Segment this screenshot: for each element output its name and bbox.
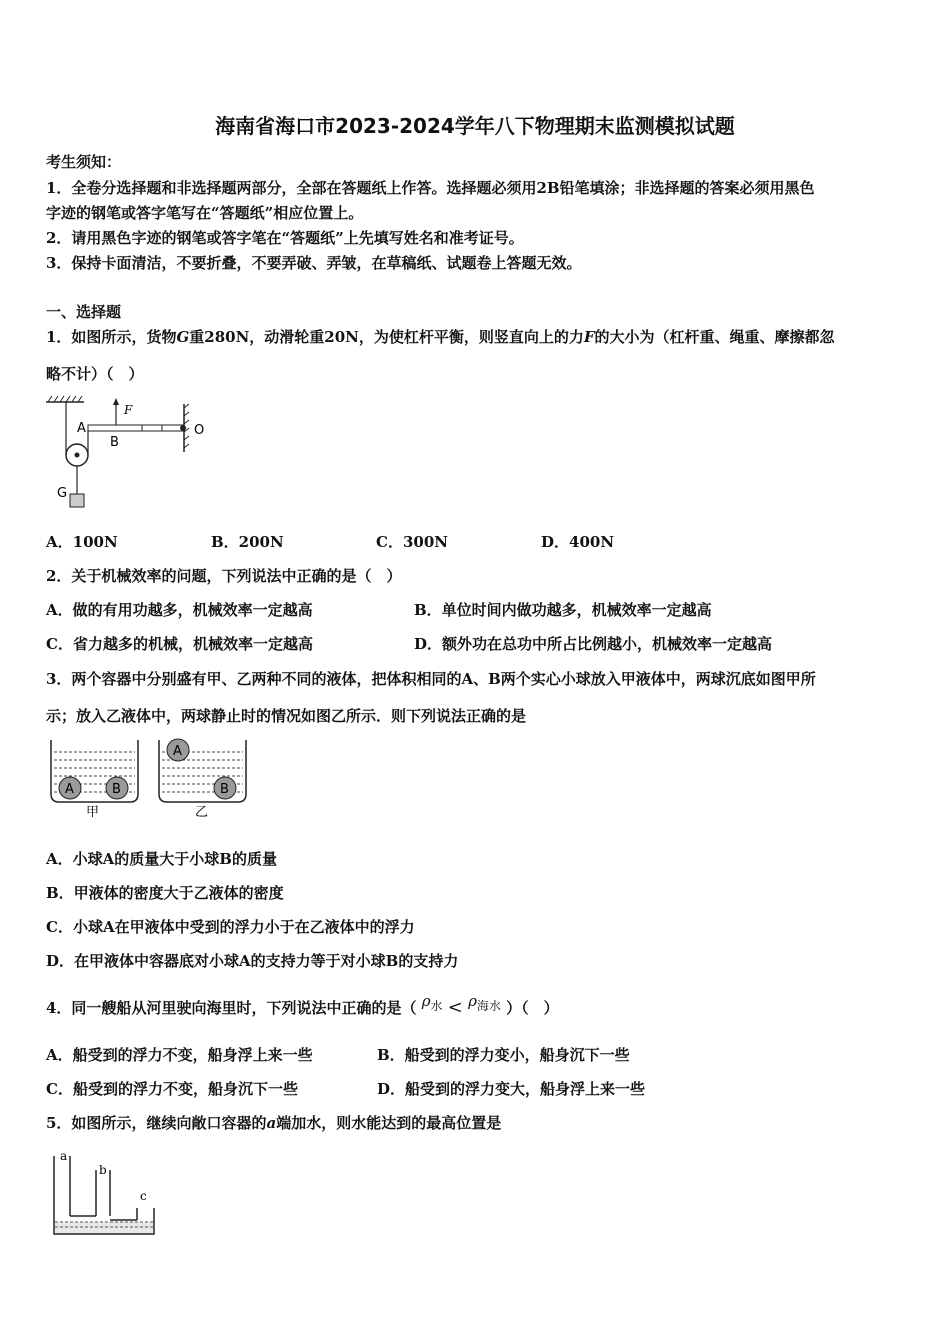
- rho-symbol: ρ: [421, 992, 431, 1010]
- notice-line-1: 1．全卷分选择题和非选择题两部分，全部在答题纸上作答。选择题必须用2B铅笔填涂；非选择题的答案必须用黑色: [46, 179, 815, 197]
- rho-sub-water: 水: [430, 999, 443, 1013]
- q1-text-c: 的大小为（杠杆重、绳重、摩擦都忽: [594, 328, 835, 346]
- section-heading: 一、选择题: [46, 303, 122, 321]
- label-jia: 甲: [86, 805, 100, 820]
- q1-option-b[interactable]: B．200N: [211, 533, 284, 551]
- q5-stem: [46, 1113, 501, 1133]
- q4-stem-end: ）（ ）: [506, 999, 559, 1017]
- q4-stem: [46, 992, 559, 1019]
- ball-b-label: B: [112, 782, 121, 797]
- ball-a-label-yi: A: [173, 744, 182, 759]
- label-yi: 乙: [195, 805, 209, 820]
- fig-label-b: B: [110, 435, 119, 450]
- lever-bar: [88, 425, 183, 431]
- q1-option-c[interactable]: C．300N: [376, 533, 448, 551]
- notice-line-4: 3．保持卡面清洁，不要折叠，不要弄破、弄皱，在草稿纸、试题卷上答题无效。: [46, 254, 582, 272]
- q3-option-c[interactable]: C．小球A在甲液体中受到的浮力小于在乙液体中的浮力: [46, 918, 415, 936]
- q4-option-b[interactable]: B．船受到的浮力变小，船身沉下一些: [377, 1046, 630, 1064]
- q2-stem: 2．关于机械效率的问题，下列说法中正确的是（ ）: [46, 567, 402, 585]
- container-yi: [159, 739, 246, 820]
- label-b: b: [99, 1163, 107, 1177]
- q1-option-d[interactable]: D．400N: [541, 533, 615, 551]
- q2-option-c[interactable]: C．省力越多的机械，机械效率一定越高: [46, 635, 313, 653]
- q5-text-a: 5．如图所示，继续向敞口容器的: [46, 1114, 267, 1132]
- ball-a-label: A: [65, 782, 74, 797]
- q2-option-a[interactable]: A．做的有用功越多，机械效率一定越高: [46, 601, 313, 619]
- q1-lever-pulley-figure: [44, 394, 214, 514]
- q3-option-d[interactable]: D．在甲液体中容器底对小球A的支持力等于对小球B的支持力: [46, 952, 459, 970]
- label-a: a: [60, 1149, 68, 1163]
- notice-line-2: 字迹的钢笔或答字笔写在“答题纸”相应位置上。: [46, 204, 364, 222]
- weight-block: [70, 494, 84, 507]
- q1-var-f: F: [583, 328, 595, 346]
- q3-stem-line2: 示；放入乙液体中，两球静止时的情况如图乙所示．则下列说法正确的是: [46, 707, 527, 725]
- pivot-o: [180, 425, 186, 431]
- q1-stem-line1: [46, 327, 835, 347]
- q2-option-b[interactable]: B．单位时间内做功越多，机械效率一定越高: [414, 601, 712, 619]
- ceiling-hatch: [46, 396, 84, 402]
- fig-label-o: O: [194, 423, 205, 438]
- q4-option-d[interactable]: D．船受到的浮力变大，船身浮上来一些: [377, 1080, 646, 1098]
- fig-label-f: F: [124, 403, 133, 417]
- pulley-axle: [75, 453, 80, 458]
- notice-line-3: 2．请用黑色字迹的钢笔或答字笔在“答题纸”上先填写姓名和准考证号。: [46, 229, 524, 247]
- rho-sub-seawater: 海水: [476, 999, 501, 1013]
- fig-label-g: G: [57, 486, 68, 501]
- q4-stem-text: 4．同一艘船从河里驶向海里时，下列说法中正确的是（: [46, 999, 417, 1017]
- q5-connected-vessel-figure: [50, 1148, 162, 1240]
- ball-b-label-yi: B: [220, 782, 229, 797]
- q4-option-c[interactable]: C．船受到的浮力不变，船身沉下一些: [46, 1080, 298, 1098]
- label-c: c: [140, 1189, 147, 1203]
- q3-option-b[interactable]: B．甲液体的密度大于乙液体的密度: [46, 884, 284, 902]
- q3-option-a[interactable]: A．小球A的质量大于小球B的质量: [46, 850, 277, 868]
- water: [55, 1222, 153, 1233]
- q4-option-a[interactable]: A．船受到的浮力不变，船身浮上来一些: [46, 1046, 313, 1064]
- q2-option-d[interactable]: D．额外功在总功中所占比例越小，机械效率一定越高: [414, 635, 773, 653]
- page-title: 海南省海口市2023-2024学年八下物理期末监测模拟试题: [215, 114, 735, 138]
- less-than: <: [447, 997, 463, 1018]
- q1-text-a: 1．如图所示，货物: [46, 328, 177, 346]
- q5-var-a: a: [266, 1114, 277, 1132]
- container-jia: [51, 740, 138, 820]
- q1-var-g: G: [176, 328, 190, 346]
- q5-text-b: 端加水，则水能达到的最高位置是: [276, 1114, 502, 1132]
- q3-containers-figure: [48, 736, 252, 820]
- q1-stem-line2: 略不计）（ ）: [46, 365, 144, 383]
- q1-text-b: 重280N，动滑轮重20N，为使杠杆平衡，则竖直向上的力: [189, 328, 584, 346]
- notice-heading: 考生须知：: [46, 153, 122, 171]
- fig-label-a: A: [77, 421, 86, 436]
- q1-option-a[interactable]: A．100N: [46, 533, 118, 551]
- q3-stem-line1: 3．两个容器中分别盛有甲、乙两种不同的液体，把体积相同的A、B两个实心小球放入甲液体中，两球沉底如图甲所: [46, 670, 816, 688]
- rho-symbol-2: ρ: [468, 992, 477, 1010]
